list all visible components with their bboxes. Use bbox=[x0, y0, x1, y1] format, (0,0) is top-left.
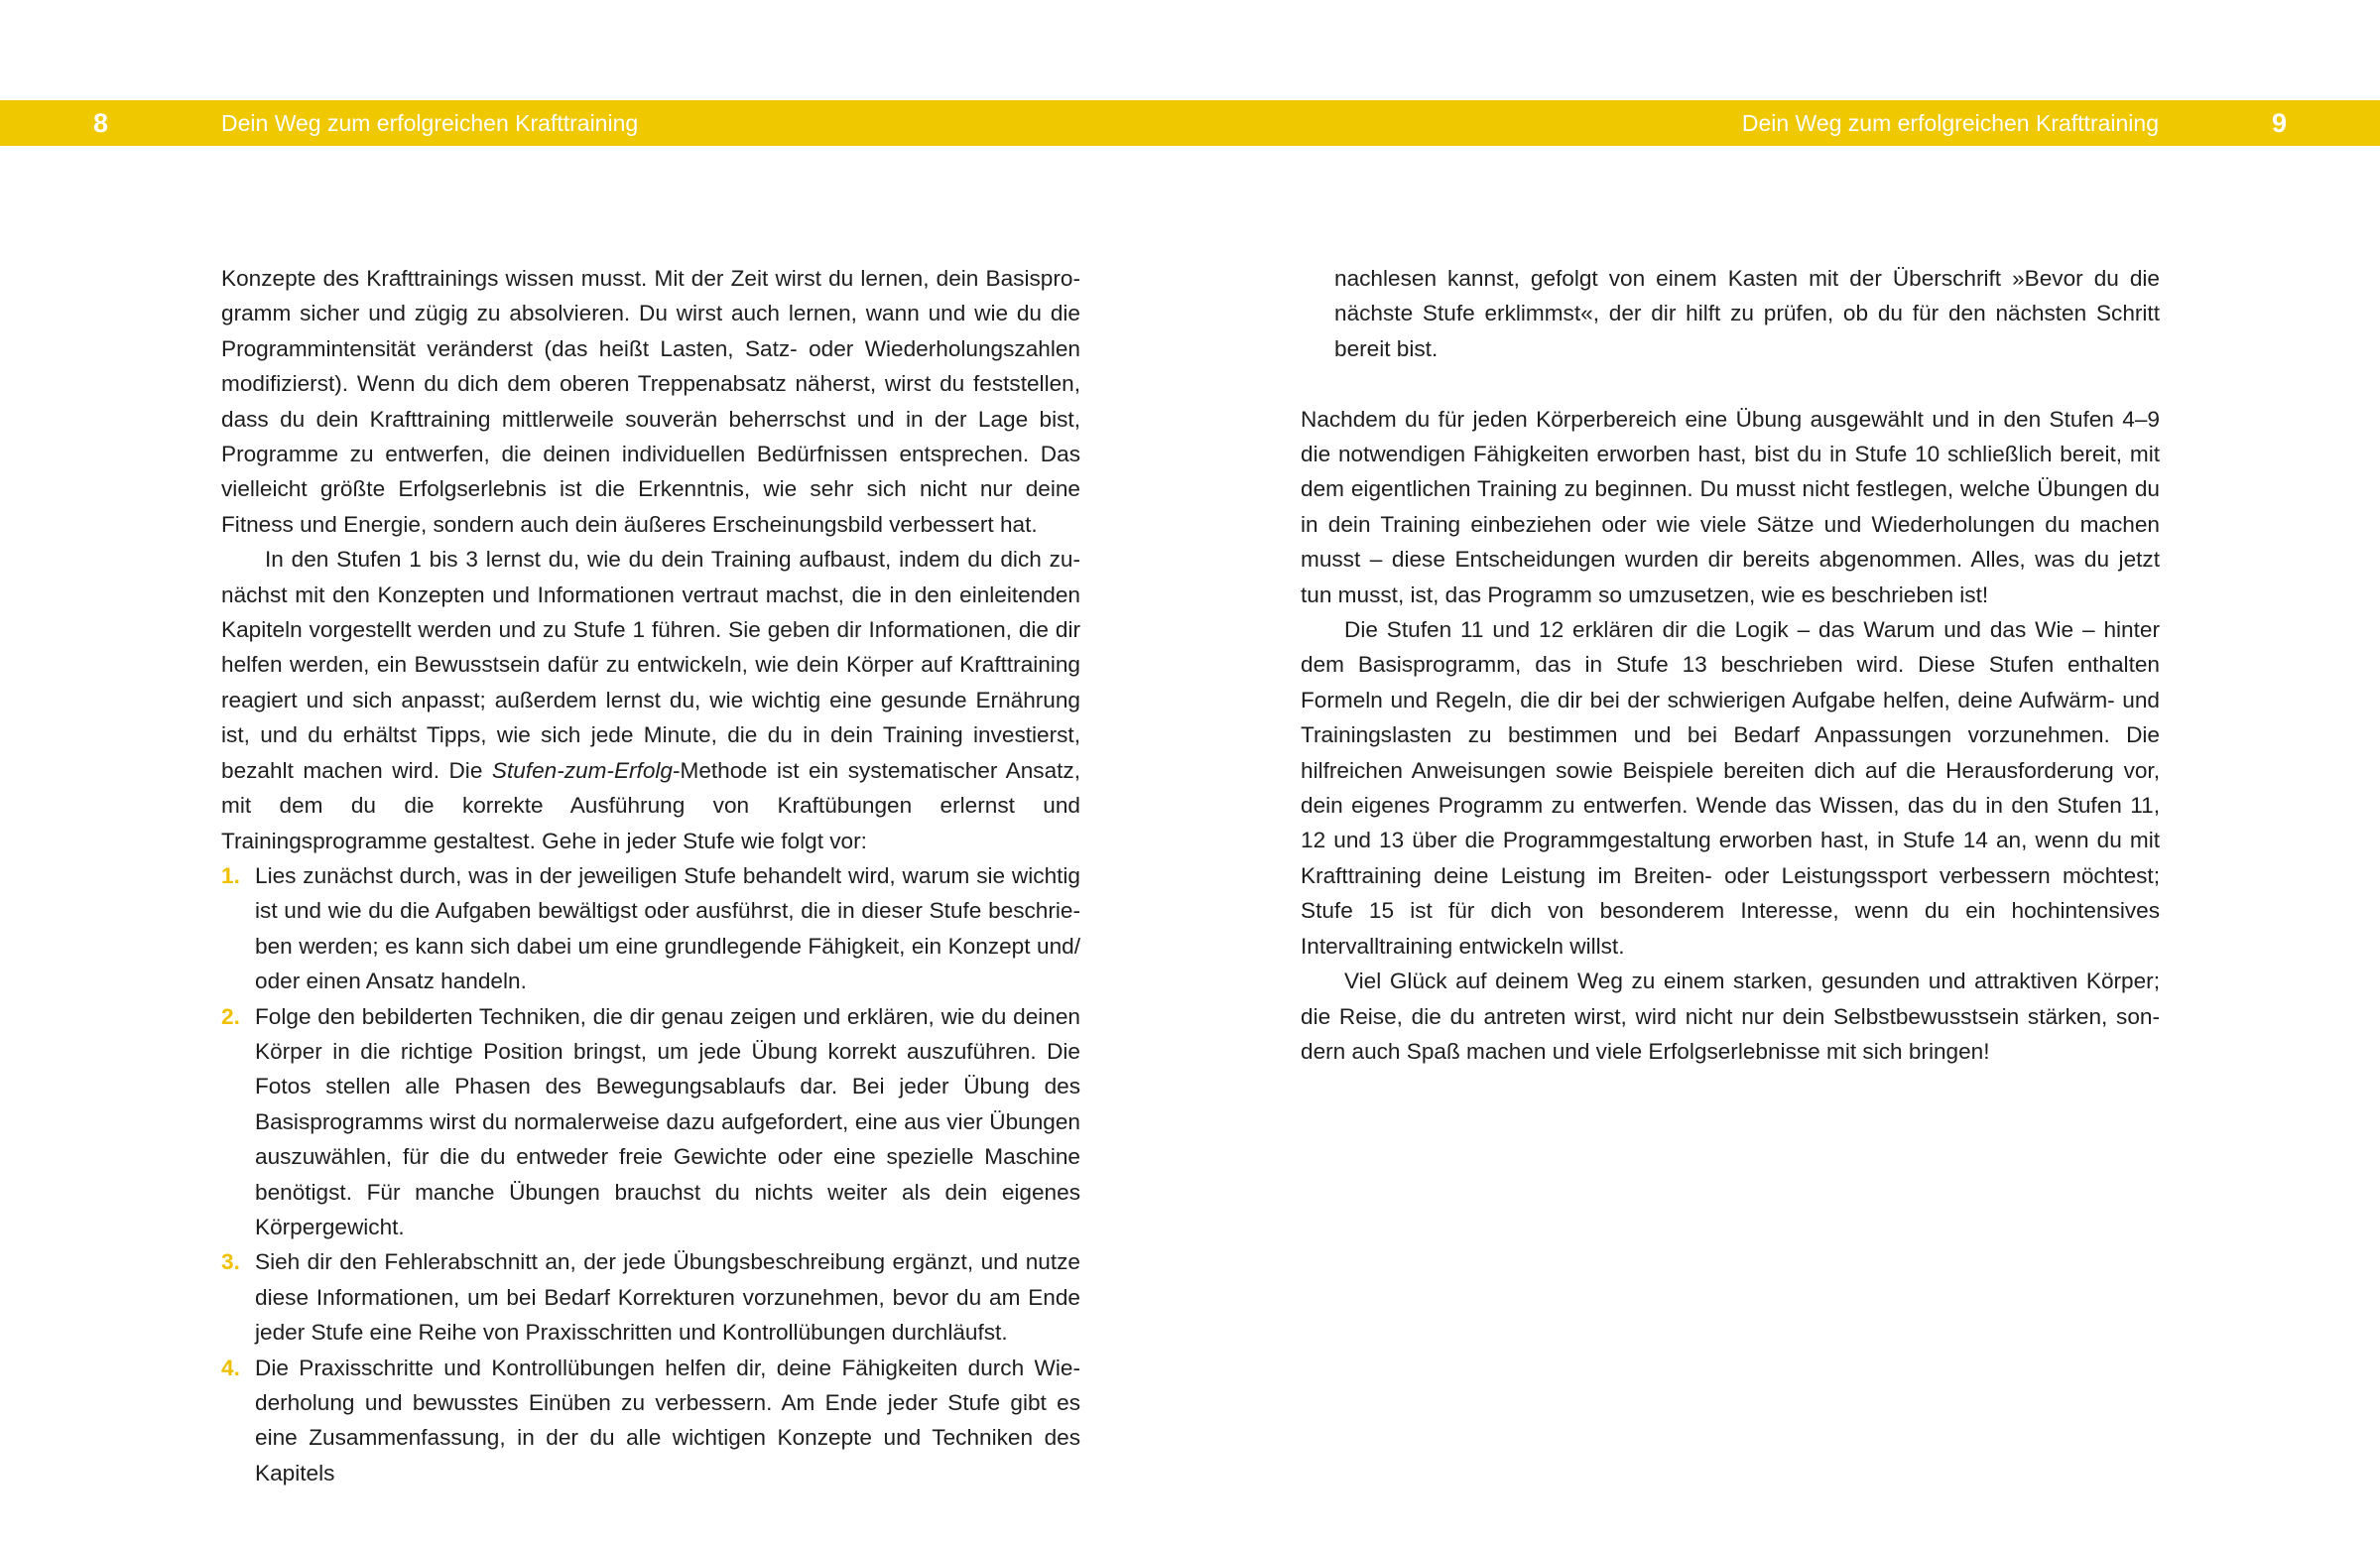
page-number-right: 9 bbox=[2271, 108, 2287, 138]
list-number: 4. bbox=[221, 1355, 240, 1380]
right-paragraph-1: Nachdem du für jeden Körperbereich eine Übung ausgewählt und in den Stufen 4–9 die notwendigen Fähigkeiten erworben hast, bist du in Stufe 10 schließlich bereit, mit dem eigentlichen Training zu beginnen. Du musst nicht festlegen, welche Übungen du in dein Training einbeziehen oder wie viele Sätze und Wiederholungen du machen musst – diese Entscheidungen wurden dir bereits abgenommen. Alles, was du jetzt tun musst, ist, das Programm so umzusetzen, wie es beschrieben ist! bbox=[1301, 406, 2160, 607]
list-item bbox=[221, 999, 1080, 1245]
header-band bbox=[0, 100, 2380, 146]
left-paragraph-2-end: -Methode ist ein systematischer Ansatz, mit dem du die korrekte Ausführung von Kraftübungen erlernst und Trainingsprogramme gestaltest. Gehe in jeder Stufe wie folgt vor: bbox=[221, 757, 1081, 853]
running-title-right: Dein Weg zum erfolgreichen Krafttraining bbox=[1741, 110, 2159, 136]
list-continuation: nachlesen kannst, gefolgt von einem Kasten mit der Überschrift »Bevor du die nächste Stufe erklimmst«, der dir hilft zu prüfen, ob du für den nächsten Schritt bereit bist. bbox=[1334, 266, 2160, 361]
list-text: Sieh dir den Fehlerabschnitt an, der jede Übungsbeschreibung ergänzt, und nutze diese Informationen, um bei Bedarf Korrekturen vorzunehmen, bevor du am Ende jeder Stufe eine Reihe von Praxisschritten und Kontrollübungen durchläufst. bbox=[255, 1249, 1080, 1346]
list-number: 1. bbox=[221, 862, 240, 888]
list-text: Die Praxisschritte und Kontrollübungen helfen dir, deine Fähigkeiten durch Wiederholung und bewusstes Einüben zu verbessern. Am Ende jeder Stufe gibt es eine Zusammenfassung, in der du alle wichtigen Konzepte und Techniken des Kapitels bbox=[255, 1355, 1080, 1486]
list-text: Folge den bebilderten Techniken, die dir genau zeigen und erklären, wie du deinen Körper in die richtige Position bringst, um jede Übung korrekt auszuführen. Die Fotos stellen alle Phasen des Bewegungsablaufs dar. Bei jeder Übung des Basisprogramms wirst du normalerweise dazu aufgefordert, eine aus vier Übungen auszuwählen, für die du entweder freie Gewichte oder eine spezielle Maschine benötigst. Für manche Übungen brauchst du nichts weiter als dein eigenes Körpergewicht. bbox=[255, 1003, 1080, 1239]
method-name: Stufen-zum-Erfolg bbox=[491, 757, 673, 783]
list-text: Lies zunächst durch, was in der jeweiligen Stufe behandelt wird, warum sie wichtig ist und wie du die Aufgaben bewältigst oder ausführst, die in dieser Stufe beschrieben werden; es kann sich dabei um eine grundlegende Fähigkeit, ein Konzept und/ oder einen Ansatz handeln. bbox=[255, 862, 1080, 994]
list-item bbox=[221, 858, 1080, 999]
left-page-column bbox=[221, 261, 1080, 1490]
left-paragraph-2-start: In den Stufen 1 bis 3 lernst du, wie du dein Training aufbaust, indem du dich zunächst mit den Konzepten und Informationen vertraut machst, die in den einleitenden Kapiteln vorgestellt werden und zu Stufe 1 führen. Sie geben dir Informationen, die dir helfen werden, ein Bewusstsein dafür zu entwickeln, wie dein Körper auf Krafttraining reagiert und sich anpasst; außerdem lernst du, wie wichtig eine gesunde Ernährung ist, und du erhältst Tipps, wie sich jede Minute, die du in dein Training investierst, bezahlt machen wird. Die bbox=[221, 547, 1080, 783]
left-paragraph-2 bbox=[221, 542, 1080, 858]
steps-list bbox=[221, 858, 1080, 1490]
right-page-column bbox=[1301, 261, 2160, 1069]
right-paragraph-3: Viel Glück auf deinem Weg zu einem starken, gesunden und attraktiven Körper; die Reise, die du antreten wirst, wird nicht nur dein Selbstbewusstsein stärken, sondern auch Spaß machen und viele Erfolgserlebnisse mit sich bringen! bbox=[1301, 969, 2160, 1064]
list-number: 3. bbox=[221, 1249, 240, 1275]
list-item bbox=[221, 1351, 1080, 1491]
left-paragraph-1: Konzepte des Krafttrainings wissen musst. Mit der Zeit wirst du lernen, dein Basisprogramm sicher und zügig zu absolvieren. Du wirst auch lernen, wann und wie du die Programmintensität veränderst (das heißt Lasten, Satz- oder Wiederholungszahlen modifizierst). Wenn du dich dem oberen Treppenabsatz näherst, wirst du feststellen, dass du dein Krafttraining mittlerweile souverän beherrschst und in der Lage bist, Programme zu entwerfen, die deinen individuellen Bedürfnissen entsprechen. Das vielleicht größte Erfolgserlebnis ist die Erkenntnis, wie sehr sich nicht nur deine Fitness und Energie, sondern auch dein äußeres Erscheinungsbild verbessert hat. bbox=[221, 266, 1080, 537]
page-number-left: 8 bbox=[93, 108, 109, 138]
list-item bbox=[221, 1244, 1080, 1350]
list-number: 2. bbox=[221, 1003, 240, 1029]
running-title-left: Dein Weg zum erfolgreichen Krafttraining bbox=[221, 110, 639, 136]
right-paragraph-2: Die Stufen 11 und 12 erklären dir die Logik – das Warum und das Wie – hinter dem Basisprogramm, das in Stufe 13 beschrieben wird. Diese Stufen enthalten Formeln und Regeln, die dir bei der schwierigen Aufgabe helfen, deine Aufwärm- und Trainingslasten zu bestimmen und bei Bedarf Anpassungen vorzunehmen. Die hilfreichen Anweisungen sowie Beispiele bereiten dich auf die Herausforderung vor, dein eigenes Programm zu entwerfen. Wende das Wissen, das du in den Stufen 11, 12 und 13 über die Programmgestaltung erworben hast, in Stufe 14 an, wenn du mit Krafttraining deine Leistung im Breiten- oder Leistungssport verbessern möchtest; Stufe 15 ist für dich von besonderem Interesse, wenn du ein hochintensives Intervalltraining entwickeln willst. bbox=[1301, 617, 2160, 959]
